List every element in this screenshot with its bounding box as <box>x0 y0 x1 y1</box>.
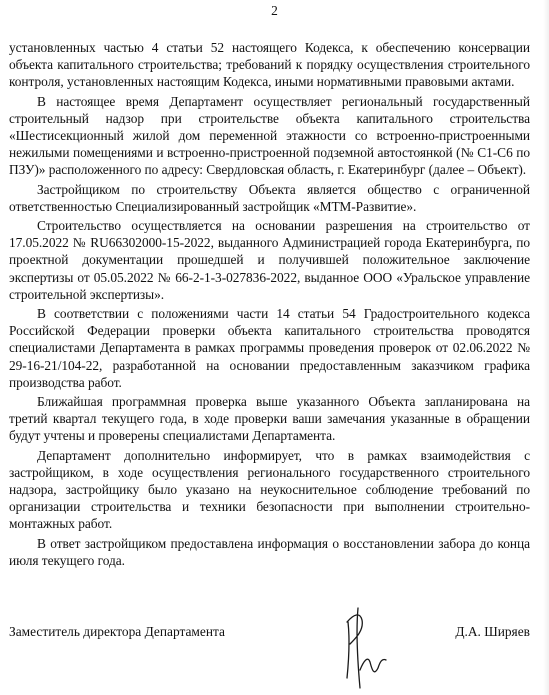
paragraph-developer: Застройщиком по строительству Объекта является общество с ограниченной ответственностью Специализированный застройщик «МТМ-Развитие». <box>9 181 530 214</box>
handwritten-signature <box>330 600 410 695</box>
paragraph-supervision: В настоящее время Департамент осуществляет региональный государственный строительный надзор при строительстве объекта капитального строительства «Шестисекционный жилой дом переменной этажности со встроенно-пристроенными нежилыми помещениями и встроенно-пристроенной подземной автостоянкой (№ С1-С6 по ПЗУ)» расположенного по адресу: Свердловская область, г. Екатеринбург (далее – Объект). <box>9 93 530 178</box>
signatory-name: Д.А. Ширяев <box>455 624 530 639</box>
signatory-title: Заместитель директора Департамента <box>9 624 225 639</box>
page-edge <box>543 0 549 695</box>
signature-block <box>9 623 530 643</box>
letter-body <box>9 39 530 571</box>
paragraph-permit: Строительство осуществляется на основании разрешения на строительство от 17.05.2022 № RU66302000-15-2022, выданного Администрацией города Екатеринбурга, по проектной документации прошедшей и получившей положительное заключение экспертизы от 05.05.2022 № 66-2-1-3-027836-2022, выданное ООО «Уральское управление строительной экспертизы». <box>9 218 530 302</box>
paragraph-inspections: В соответствии с положениями части 14 статьи 54 Градостроительного кодекса Российской Федерации проверки объекта капитального строительства проводятся специалистами Департамента в рамках программы проведения проверок от 02.06.2022 № 29-16-21/104-22, разработанной на основании предоставленным заказчиком графика производства работ. <box>9 306 530 390</box>
paragraph-fence: В ответ застройщиком предоставлена информация о восстановлении забора до конца июля текущего года. <box>9 535 530 568</box>
paragraph-interaction: Департамент дополнительно информирует, что в рамках взаимодействия с застройщиком, в ходе осуществления регионального государственного строительного надзора, застройщику было указано на неукоснительное соблюдение требований по организации строительства и техники безопасности при выполнении строительно-монтажных работ. <box>9 447 530 532</box>
paragraph-next-inspection: Ближайшая программная проверка выше указанного Объекта запланирована на третий квартал текущего года, в ходе проверки ваши замечания указанные в обращении будут учтены и проверены специалистами Департамента. <box>9 394 530 444</box>
page-number: 2 <box>271 3 278 18</box>
paragraph-continuation: установленных частью 4 статьи 52 настоящего Кодекса, к обеспечению консервации объекта капитального строительства; требований к порядку осуществления строительного контроля, установленных настоящим Кодекса, иными нормативными правовыми актами. <box>9 40 530 90</box>
